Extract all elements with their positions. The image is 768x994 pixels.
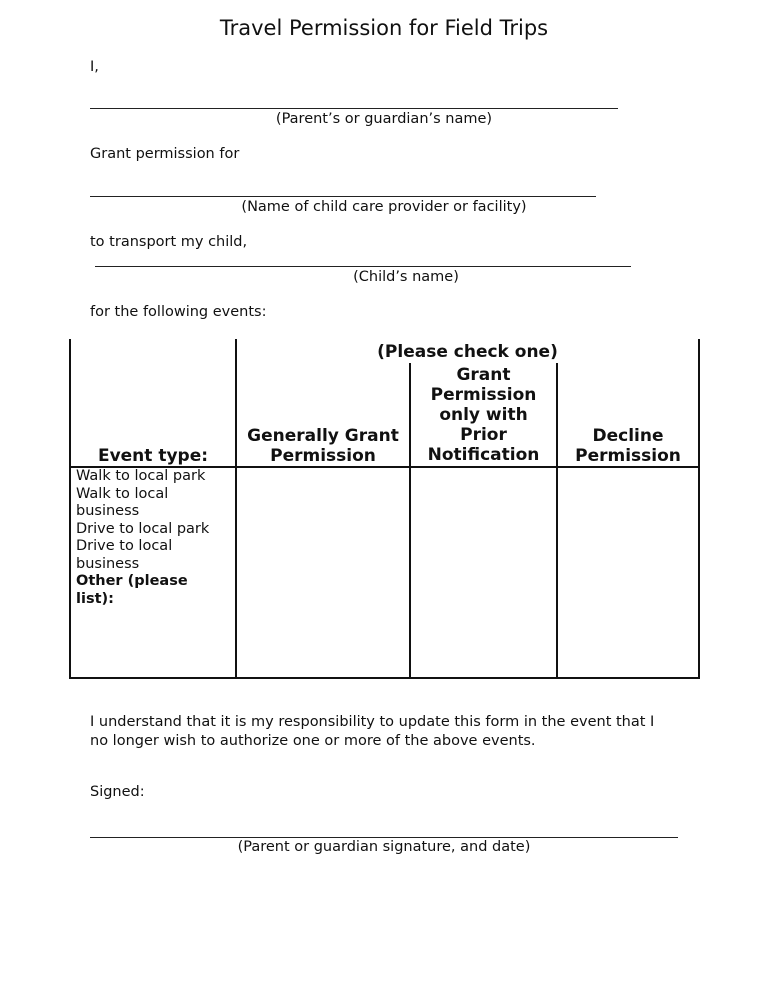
- child-name-line[interactable]: [95, 266, 631, 267]
- list-item: business: [76, 503, 140, 519]
- provider-name-line[interactable]: [90, 196, 596, 197]
- table-border-left: [69, 339, 71, 679]
- list-item: business: [76, 555, 140, 572]
- decline-permission-cell[interactable]: [558, 468, 698, 677]
- prior-notification-header: Grant Permission only with Prior Notification: [427, 365, 540, 465]
- signature-line[interactable]: [90, 837, 678, 838]
- provider-name-caption: (Name of child care provider or facility): [241, 199, 527, 215]
- table-border-right: [698, 339, 700, 679]
- list-item: Walk to local park: [76, 468, 206, 484]
- signed-label: Signed:: [90, 784, 145, 800]
- generally-grant-cell[interactable]: [237, 468, 409, 677]
- grant-permission-text: Grant permission for: [90, 146, 240, 162]
- transport-text: to transport my child,: [90, 234, 248, 250]
- table-border-bottom: [69, 677, 700, 679]
- parent-name-caption: (Parent’s or guardian’s name): [275, 111, 493, 127]
- generally-grant-header: Generally Grant Permission: [247, 426, 399, 466]
- other-list-label: Other (please: [76, 573, 188, 589]
- intro-text: I,: [90, 59, 99, 75]
- event-type-header: Event type:: [97, 446, 209, 466]
- page-title: Travel Permission for Field Trips: [219, 16, 549, 40]
- decline-permission-header: Decline Permission: [575, 426, 681, 466]
- other-list-label: list):: [76, 590, 114, 607]
- parent-name-line[interactable]: [90, 108, 618, 109]
- child-name-caption: (Child’s name): [353, 269, 459, 285]
- prior-notification-cell[interactable]: [411, 468, 556, 677]
- signature-caption: (Parent or guardian signature, and date): [237, 839, 531, 855]
- events-text: for the following events:: [90, 304, 267, 320]
- list-item: Walk to local: [76, 485, 169, 502]
- list-item: Drive to local park: [76, 520, 210, 537]
- event-type-list: [76, 468, 209, 608]
- list-item: Drive to local: [76, 538, 173, 554]
- please-check-one-header: (Please check one): [377, 342, 558, 362]
- responsibility-paragraph: I understand that it is my responsibility to update this form in the event that I no longer wish to authorize one or more of the above events.: [90, 714, 655, 749]
